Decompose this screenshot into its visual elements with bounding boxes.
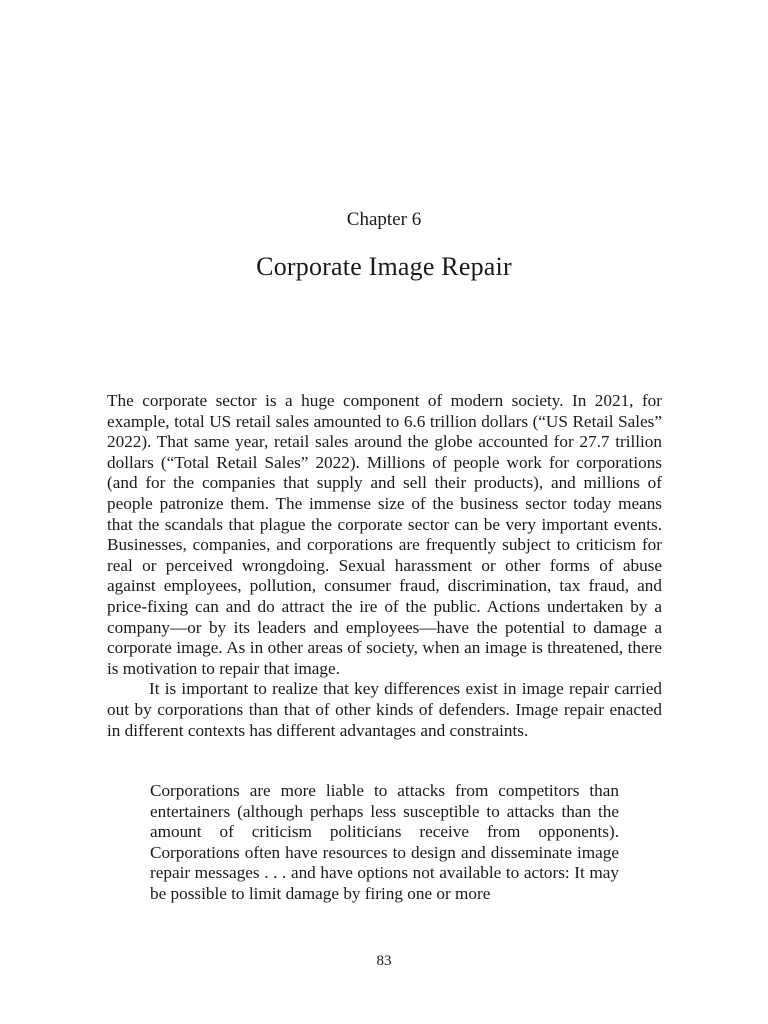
chapter-title: Corporate Image Repair [256, 252, 512, 281]
body-text [107, 391, 662, 741]
block-quote-text: Corporations are more liable to attacks from competitors than entertainers (although perhaps less susceptible to attacks than the amount of criticism politicians receive from opponents). Corporations often have resources to design and disseminate image repair messages . . . and have options not available to actors: It may be possible to limit damage by firing one or more [150, 781, 619, 903]
page-number: 83 [376, 953, 392, 969]
block-quote [150, 781, 619, 905]
paragraph-1: The corporate sector is a huge component of modern society. In 2021, for example, total US retail sales amounted to 6.6 trillion dollars (“US Retail Sales” 2022). That same year, retail sales around the globe accounted for 27.7 trillion dollars (“Total Retail Sales” 2022). Millions of people work for corporations (and for the companies that supply and sell their products), and millions of people patronize them. The immense size of the business sector today means that the scandals that plague the corporate sector can be very important events. Businesses, companies, and corporations are frequently subject to criticism for real or perceived wrongdoing. Sexual harassment or other forms of abuse against employees, pollution, consumer fraud, discrimination, tax fraud, and price-fixing can and do attract the ire of the public. Actions undertaken by a company—or by its leaders and employees—have the potential to damage a corporate image. As in other areas of society, when an image is threatened, there is motivation to repair that image. [107, 391, 662, 678]
chapter-label: Chapter 6 [346, 209, 422, 230]
paragraph-2: It is important to realize that key differences exist in image repair carried out by corporations than that of other kinds of defenders. Image repair enacted in different contexts has different advantages and constraints. [107, 679, 662, 740]
